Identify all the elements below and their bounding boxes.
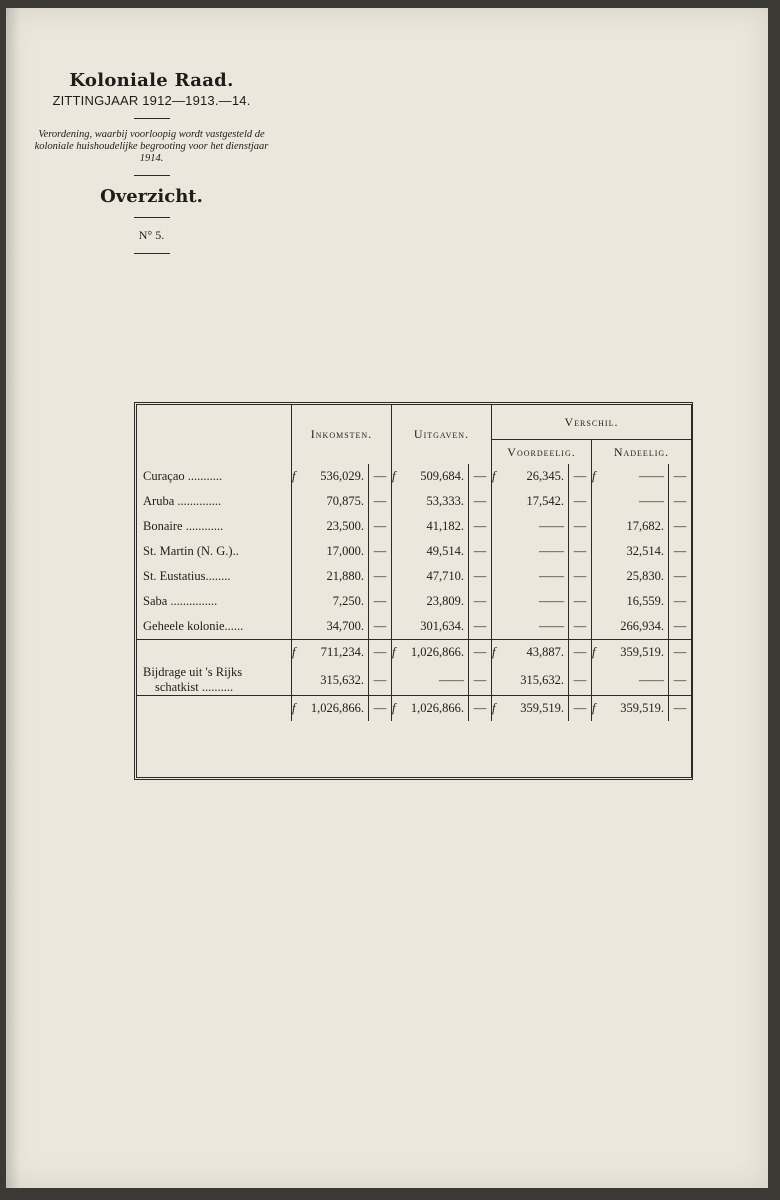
- header-rule: [134, 118, 170, 119]
- expenditure-currency: f: [392, 640, 407, 666]
- row-label: Aruba ..............: [137, 489, 292, 514]
- surplus-currency: [492, 564, 507, 589]
- surplus-currency: [492, 539, 507, 564]
- expenditure-dash: —: [469, 640, 492, 666]
- income-value: 17,000.: [326, 544, 364, 558]
- income-currency: f: [292, 696, 307, 722]
- deficit-value: ——: [639, 469, 664, 483]
- surplus-value: 17,542.: [526, 494, 564, 508]
- deficit-dash: —: [669, 464, 692, 489]
- expenditure-value: 49,514.: [426, 544, 464, 558]
- income-dash: —: [369, 665, 392, 696]
- deficit-value: 359,519.: [606, 640, 669, 666]
- budget-table-frame: [134, 402, 693, 780]
- deficit-dash: —: [669, 696, 692, 722]
- document-number: N° 5.: [138, 228, 165, 242]
- expenditure-value: 1,026,866.: [406, 696, 469, 722]
- surplus-value: ——: [539, 544, 564, 558]
- surplus-currency: f: [492, 640, 507, 666]
- income-currency: [292, 539, 307, 564]
- row-label: Geheele kolonie......: [137, 614, 292, 640]
- table-row: [137, 514, 691, 539]
- deficit-dash: —: [669, 665, 692, 696]
- table-row: [137, 614, 691, 640]
- deficit-dash: —: [669, 564, 692, 589]
- deficit-value: 32,514.: [626, 544, 664, 558]
- deficit-value: 17,682.: [626, 519, 664, 533]
- deficit-dash: —: [669, 489, 692, 514]
- row-label: St. Eustatius........: [137, 564, 292, 589]
- expenditure-value: 47,710.: [426, 569, 464, 583]
- deficit-currency: [592, 564, 607, 589]
- surplus-currency: [492, 489, 507, 514]
- income-currency: f: [292, 469, 296, 483]
- expenditure-value: 23,809.: [426, 594, 464, 608]
- deficit-currency: f: [592, 696, 607, 722]
- expenditure-currency: [392, 514, 407, 539]
- expenditure-header: Uitgaven.: [392, 405, 492, 464]
- row-label: Curaçao ...........: [137, 464, 292, 489]
- document-header: [24, 70, 279, 264]
- surplus-dash: —: [569, 614, 592, 640]
- surplus-dash: —: [569, 489, 592, 514]
- deficit-dash: —: [669, 614, 692, 640]
- expenditure-currency: [392, 489, 407, 514]
- deficit-value: 25,830.: [626, 569, 664, 583]
- expenditure-value: 1,026,866.: [406, 640, 469, 666]
- surplus-value: ——: [539, 569, 564, 583]
- deficit-value: ——: [639, 672, 664, 687]
- deficit-dash: —: [669, 539, 692, 564]
- deficit-currency: [592, 589, 607, 614]
- expenditure-value: 509,684.: [420, 469, 464, 483]
- expenditure-dash: —: [469, 539, 492, 564]
- surplus-dash: —: [569, 640, 592, 666]
- income-value: 1,026,866.: [306, 696, 369, 722]
- income-currency: [292, 564, 307, 589]
- surplus-value: ——: [539, 519, 564, 533]
- section-title: Overzicht.: [100, 186, 203, 207]
- surplus-dash: —: [569, 539, 592, 564]
- document-page: [6, 8, 768, 1188]
- row-label: [137, 665, 292, 696]
- surplus-header: Voordeelig.: [492, 440, 592, 465]
- surplus-dash: —: [569, 696, 592, 722]
- expenditure-currency: f: [392, 464, 407, 489]
- surplus-value: 359,519.: [506, 696, 569, 722]
- deficit-dash: —: [669, 589, 692, 614]
- table-row: [137, 464, 691, 489]
- income-currency: f: [292, 640, 307, 666]
- income-header: Inkomsten.: [292, 405, 392, 464]
- deficit-value: ——: [639, 494, 664, 508]
- deficit-dash: —: [669, 514, 692, 539]
- expenditure-dash: —: [469, 489, 492, 514]
- table-body: [137, 464, 691, 721]
- row-label: St. Martin (N. G.)..: [137, 539, 292, 564]
- income-value: 315,632.: [320, 672, 364, 687]
- surplus-value: ——: [539, 594, 564, 608]
- header-rule: [134, 253, 170, 254]
- surplus-currency: [492, 614, 507, 640]
- surplus-currency: [492, 589, 507, 614]
- difference-header: Verschil.: [492, 405, 692, 440]
- row-label: Bonaire ............: [137, 514, 292, 539]
- surplus-currency: f: [492, 696, 507, 722]
- surplus-value: 26,345.: [526, 469, 564, 483]
- income-value: 21,880.: [326, 569, 364, 583]
- expenditure-dash: —: [469, 564, 492, 589]
- row-label-header: [137, 405, 292, 464]
- session-year: ZITTINGJAAR 1912—1913.—14.: [52, 93, 251, 108]
- deficit-value: 16,559.: [626, 594, 664, 608]
- deficit-currency: [592, 489, 607, 514]
- expenditure-currency: [392, 665, 407, 696]
- surplus-currency: f: [492, 464, 507, 489]
- deficit-header: Nadeelig.: [613, 444, 670, 459]
- table-row: [137, 564, 691, 589]
- income-value: 536,029.: [320, 469, 364, 483]
- document-subtitle: Verordening, waarbij voorloopig wordt vastgesteld de koloniale huishoudelijke begrooting voor het dienstjaar 1914.: [34, 129, 269, 164]
- income-value: 70,875.: [326, 494, 364, 508]
- expenditure-currency: [392, 539, 407, 564]
- deficit-currency: f: [592, 464, 607, 489]
- income-dash: —: [369, 489, 392, 514]
- surplus-currency: [492, 514, 507, 539]
- expenditure-currency: [392, 589, 407, 614]
- expenditure-value: 301,634.: [420, 619, 464, 633]
- document-title: Koloniale Raad.: [69, 70, 234, 91]
- header-rule: [134, 217, 170, 218]
- income-value: 23,500.: [326, 519, 364, 533]
- expenditure-dash: —: [469, 614, 492, 640]
- row-label: [137, 640, 292, 666]
- income-dash: —: [369, 564, 392, 589]
- expenditure-currency: [392, 614, 407, 640]
- expenditure-dash: —: [469, 514, 492, 539]
- expenditure-dash: —: [469, 464, 492, 489]
- income-dash: —: [369, 640, 392, 666]
- table-row: [137, 489, 691, 514]
- income-currency: [292, 514, 307, 539]
- budget-table: [137, 405, 691, 721]
- surplus-dash: —: [569, 464, 592, 489]
- deficit-currency: [592, 665, 607, 696]
- table-row: [137, 589, 691, 614]
- deficit-dash: —: [669, 640, 692, 666]
- surplus-dash: —: [569, 564, 592, 589]
- surplus-currency: [492, 665, 507, 696]
- income-currency: [292, 614, 307, 640]
- surplus-dash: —: [569, 514, 592, 539]
- expenditure-dash: —: [469, 665, 492, 696]
- income-currency: [292, 665, 307, 696]
- page-edge-shadow: [6, 8, 20, 1188]
- deficit-value: 266,934.: [620, 619, 664, 633]
- deficit-currency: f: [592, 640, 607, 666]
- surplus-value: ——: [539, 619, 564, 633]
- income-dash: —: [369, 589, 392, 614]
- table-header-row: [137, 405, 691, 440]
- income-dash: —: [369, 539, 392, 564]
- surplus-value: 43,887.: [506, 640, 569, 666]
- income-value: 34,700.: [326, 619, 364, 633]
- expenditure-currency: f: [392, 696, 407, 722]
- subtotal-row: [137, 640, 691, 666]
- income-dash: —: [369, 696, 392, 722]
- expenditure-value: 41,182.: [426, 519, 464, 533]
- contribution-row: [137, 665, 691, 696]
- deficit-currency: [592, 514, 607, 539]
- income-value: 711,234.: [306, 640, 369, 666]
- table-row: [137, 539, 691, 564]
- surplus-dash: —: [569, 589, 592, 614]
- expenditure-dash: —: [469, 696, 492, 722]
- expenditure-value: 53,333.: [426, 494, 464, 508]
- income-value: 7,250.: [332, 594, 364, 608]
- income-currency: [292, 489, 307, 514]
- expenditure-value: ——: [439, 672, 464, 687]
- total-row: [137, 696, 691, 722]
- income-dash: —: [369, 514, 392, 539]
- header-rule: [134, 175, 170, 176]
- deficit-value: 359,519.: [606, 696, 669, 722]
- expenditure-dash: —: [469, 589, 492, 614]
- deficit-currency: [592, 539, 607, 564]
- row-label-line: schatkist ..........: [155, 680, 234, 694]
- row-label: [137, 696, 292, 722]
- row-label: Saba ...............: [137, 589, 292, 614]
- deficit-currency: [592, 614, 607, 640]
- income-currency: [292, 589, 307, 614]
- income-dash: —: [369, 614, 392, 640]
- income-dash: —: [369, 464, 392, 489]
- surplus-value: 315,632.: [520, 672, 564, 687]
- row-label-line: Bijdrage uit 's Rijks: [143, 665, 243, 679]
- surplus-dash: —: [569, 665, 592, 696]
- expenditure-currency: [392, 564, 407, 589]
